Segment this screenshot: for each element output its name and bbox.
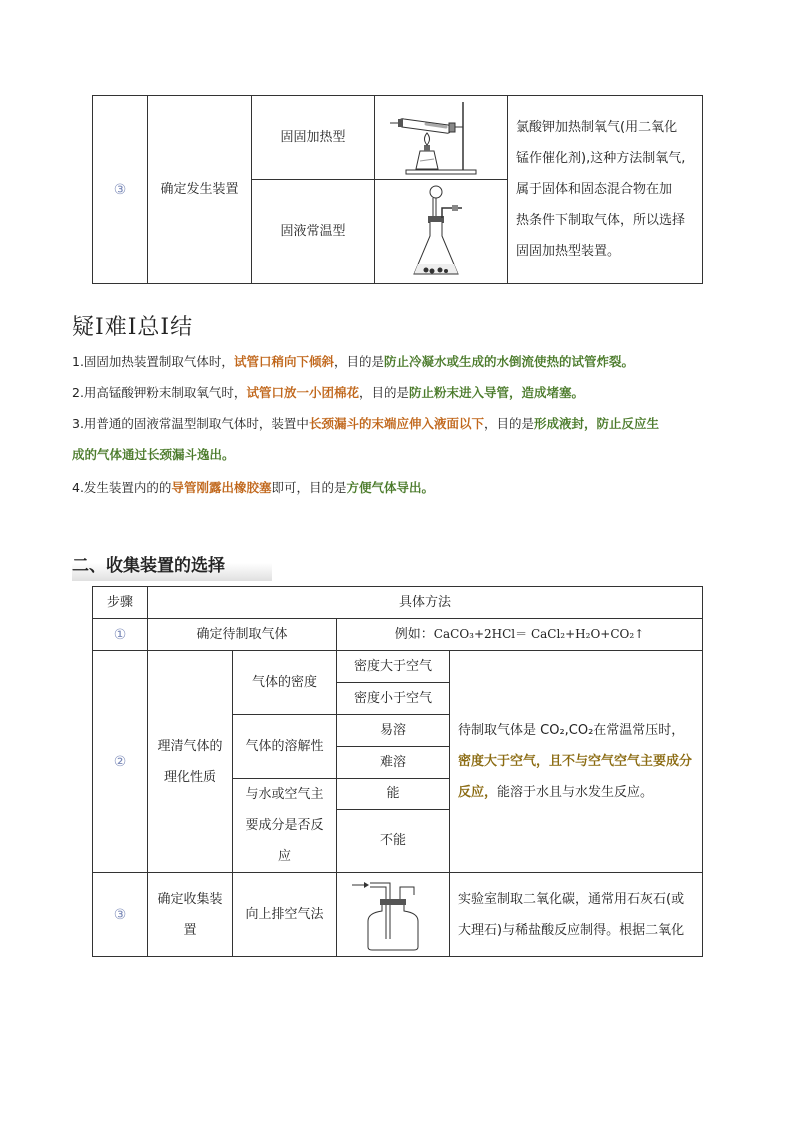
summary-purpose: 防止粉末进入导管，造成堵塞。 (408, 385, 584, 400)
property-solubility: 气体的溶解性 (233, 715, 337, 779)
generation-device-table (92, 95, 703, 284)
step-number: ③ (93, 873, 148, 957)
solid-heating-apparatus-image (375, 96, 508, 180)
step-name-line: 确定收集装 (157, 891, 223, 907)
summary-item-3 (72, 408, 722, 470)
property-option: 易溶 (337, 715, 450, 747)
desc-text: 待制取气体是 CO₂,CO₂在常温常压时， (458, 723, 685, 738)
summary-text: ，目的是 (358, 385, 409, 400)
summary-key-action: 导管刚露出橡胶塞 (171, 480, 272, 495)
step-number: ③ (93, 96, 148, 284)
step-number: ② (93, 651, 148, 873)
summary-title: 疑Ⅰ难Ⅰ总Ⅰ结 (72, 315, 194, 340)
step-name-line: 理化性质 (163, 769, 216, 785)
desc-line: 锰作催化剂),这种方法制氧气, (516, 151, 686, 166)
property-line: 要成分是否反 (245, 818, 324, 833)
collection-device-table (92, 586, 703, 957)
property-option: 难溶 (337, 747, 450, 779)
generation-description (508, 96, 703, 284)
property-line: 应 (277, 849, 291, 864)
summary-item-1 (72, 346, 722, 377)
summary-text: ，目的是 (333, 354, 384, 369)
step-number: ① (93, 619, 148, 651)
gas-jar-apparatus-image (337, 873, 450, 957)
desc-line: 热条件下制取气体，所以选择 (516, 213, 686, 228)
summary-purpose: 形成液封，防止反应生 (533, 416, 659, 431)
collection-method: 向上排空气法 (233, 873, 337, 957)
type-solid-liquid: 固液常温型 (252, 180, 375, 284)
property-line: 与水或空气主 (245, 787, 324, 802)
desc-line: 实验室制取二氧化碳，通常用石灰石(或 (458, 891, 685, 907)
step-name-line: 理清气体的 (157, 738, 223, 754)
summary-text: 2.用高锰酸钾粉末制取氧气时， (72, 385, 247, 400)
summary-item-4 (72, 472, 722, 503)
property-density: 气体的密度 (233, 651, 337, 715)
header-method: 具体方法 (148, 587, 703, 619)
summary-item-2 (72, 377, 722, 408)
reaction-formula: CaCO₃+2HCl＝ CaCl₂+H₂O+CO₂↑ (433, 627, 645, 641)
solid-liquid-apparatus-image (375, 180, 508, 284)
property-option: 不能 (337, 809, 450, 872)
example-label: 例如： (394, 627, 434, 642)
step-name: 确定发生装置 (148, 96, 252, 284)
desc-line: 固固加热型装置。 (516, 244, 621, 259)
desc-highlight: 密度大于空气，且不与空气空气主要成分反应， (458, 754, 693, 800)
summary-text: 即可，目的是 (271, 480, 347, 495)
header-step: 步骤 (93, 587, 148, 619)
section-title: 二、收集装置的选择 (72, 551, 272, 581)
property-option: 能 (337, 779, 450, 810)
desc-line: 属于固体和固态混合物在加 (516, 182, 673, 197)
step-name-line: 置 (183, 922, 197, 938)
property-description (450, 651, 703, 873)
collection-description (450, 873, 703, 957)
summary-purpose: 方便气体导出。 (346, 480, 434, 495)
property-option: 密度小于空气 (337, 683, 450, 715)
summary-text: 1.固固加热装置制取气体时， (72, 354, 234, 369)
step-name (148, 651, 233, 873)
step-name (148, 873, 233, 957)
reaction-example (337, 619, 703, 651)
summary-key-action: 试管口稍向下倾斜 (233, 354, 334, 369)
summary-key-action: 长颈漏斗的末端应伸入液面以下 (308, 416, 484, 431)
type-solid-heating: 固固加热型 (252, 96, 375, 180)
summary-purpose: 成的气体通过长颈漏斗逸出。 (72, 447, 235, 462)
summary-key-action: 试管口放一小团棉花 (246, 385, 359, 400)
summary-text: 3.用普通的固液常温型制取气体时，装置中 (72, 416, 309, 431)
summary-purpose: 防止冷凝水或生成的水倒流使热的试管炸裂。 (383, 354, 634, 369)
property-option: 密度大于空气 (337, 651, 450, 683)
property-reactivity (233, 779, 337, 873)
desc-text: 能溶于水且与水发生反应。 (497, 785, 654, 800)
desc-line: 氯酸钾加热制氧气(用二氧化 (516, 120, 678, 135)
step-name: 确定待制取气体 (148, 619, 337, 651)
desc-line: 大理石)与稀盐酸反应制得。根据二氧化 (458, 922, 685, 938)
summary-text: ，目的是 (483, 416, 534, 431)
summary-text: 4.发生装置内的的 (72, 480, 172, 495)
